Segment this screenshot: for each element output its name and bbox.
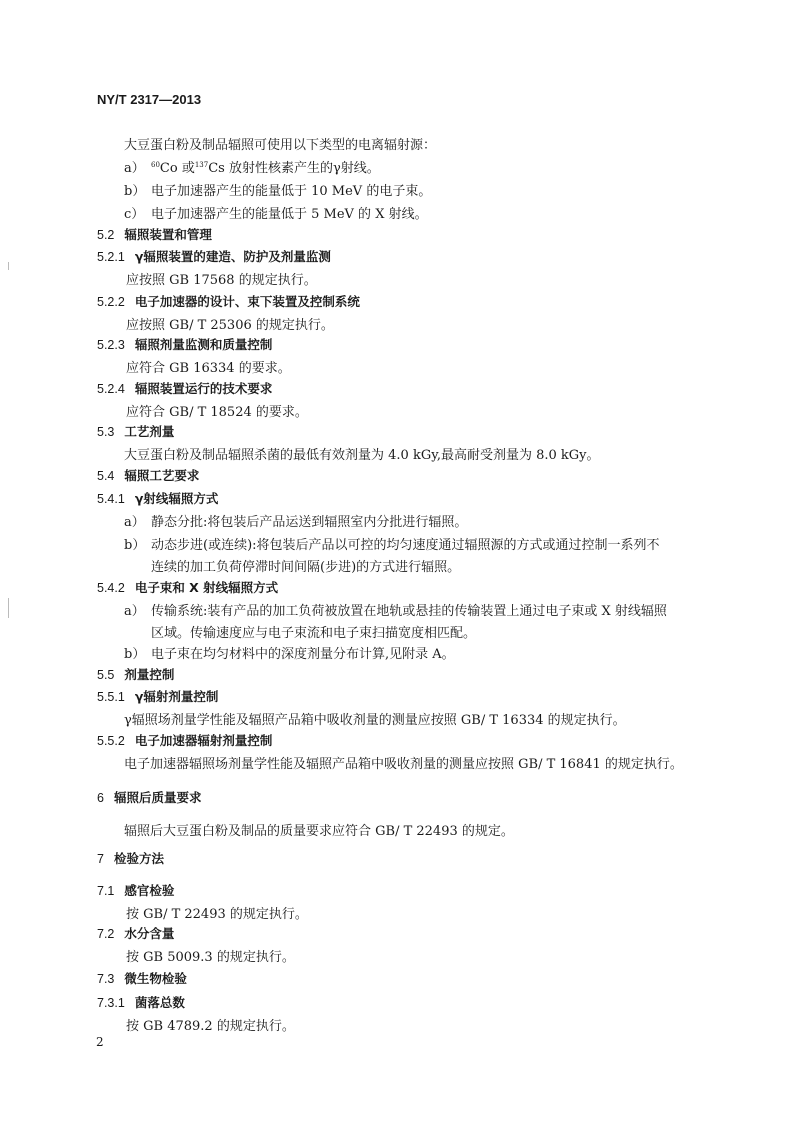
heading-5-2-1	[97, 247, 331, 265]
list-label: b）	[124, 647, 146, 662]
section-title: 工艺剂量	[124, 424, 175, 439]
section-title: 微生物检验	[124, 971, 187, 986]
section-number: 5.4.1	[97, 492, 125, 506]
section-title: 电子束和 X 射线辐照方式	[134, 580, 279, 595]
body-7-1: 按 GB/ T 22493 的规定执行。	[126, 907, 308, 922]
section-number: 7	[97, 852, 104, 866]
section-number: 5.4.2	[97, 581, 125, 595]
list-text: Co 或	[159, 161, 195, 176]
section-title: γ辐射剂量控制	[134, 689, 219, 704]
section-number: 5.2.2	[97, 295, 125, 309]
section-number: 5.2.1	[97, 250, 125, 264]
list-text: 电子束在均匀材料中的深度剂量分布计算,见附录 A。	[151, 647, 455, 662]
body-5-2-3: 应符合 GB 16334 的要求。	[126, 361, 291, 376]
scan-edge-mark	[8, 598, 9, 618]
intro-paragraph: 大豆蛋白粉及制品辐照可使用以下类型的电离辐射源：	[124, 138, 437, 153]
body-5-5-2: 电子加速器辐照场剂量学性能及辐照产品箱中吸收剂量的测量应按照 GB/ T 16841 的规定执行。	[124, 757, 683, 772]
section-number: 6	[97, 791, 104, 805]
section-title: 水分含量	[124, 926, 175, 941]
body-6: 辐照后大豆蛋白粉及制品的质量要求应符合 GB/ T 22493 的规定。	[124, 824, 514, 839]
isotope-mass: 60	[151, 161, 160, 169]
list-item-5-4-1-a	[124, 511, 467, 530]
body-5-2-4: 应符合 GB/ T 18524 的要求。	[126, 405, 308, 420]
heading-5-5-2	[97, 731, 272, 749]
heading-7-2	[97, 924, 174, 942]
body-7-3-1: 按 GB 4789.2 的规定执行。	[126, 1019, 295, 1034]
section-number: 5.5.1	[97, 690, 125, 704]
section-number: 5.4	[97, 469, 115, 483]
section-number: 5.5	[97, 668, 115, 682]
body-5-3: 大豆蛋白粉及制品辐照杀菌的最低有效剂量为 4.0 kGy,最高耐受剂量为 8.0 kGy。	[124, 448, 600, 463]
section-title: γ射线辐照方式	[134, 491, 219, 506]
section-number: 7.2	[97, 927, 115, 941]
heading-5-5	[97, 665, 174, 683]
section-number: 5.2.3	[97, 338, 125, 352]
heading-5-2	[97, 225, 212, 243]
list-item-5-4-2-b	[124, 643, 455, 662]
section-number: 5.2.4	[97, 382, 125, 396]
heading-5-5-1	[97, 687, 218, 705]
section-title: 检验方法	[113, 851, 164, 866]
list-item-a	[124, 157, 380, 176]
section-number: 7.3	[97, 972, 115, 986]
page-number: 2	[96, 1035, 104, 1049]
section-title: 辐照工艺要求	[124, 468, 200, 483]
scan-edge-mark	[8, 262, 9, 270]
section-title: 剂量控制	[124, 667, 175, 682]
section-number: 7.1	[97, 884, 115, 898]
heading-5-4-1	[97, 489, 218, 507]
list-label: b）	[124, 538, 146, 553]
heading-6	[97, 788, 201, 806]
list-label: c）	[124, 207, 145, 222]
list-text: 电子加速器产生的能量低于 5 MeV 的 X 射线。	[151, 207, 428, 222]
list-item-5-4-1-b	[124, 534, 660, 553]
list-text: 电子加速器产生的能量低于 10 MeV 的电子束。	[151, 184, 432, 199]
heading-5-2-4	[97, 379, 272, 397]
section-title: 辐照装置运行的技术要求	[134, 381, 273, 396]
heading-5-3	[97, 422, 174, 440]
body-5-2-1: 应按照 GB 17568 的规定执行。	[126, 273, 317, 288]
section-title: 菌落总数	[134, 995, 185, 1010]
section-title: 辐照后质量要求	[113, 790, 202, 805]
body-7-2: 按 GB 5009.3 的规定执行。	[126, 950, 295, 965]
list-item-5-4-2-a	[124, 600, 667, 619]
list-label: b）	[124, 184, 146, 199]
heading-7-1	[97, 881, 174, 899]
list-text: 传输系统:装有产品的加工负荷被放置在地轨或悬挂的传输装置上通过电子束或 X 射线辐照	[151, 604, 667, 619]
body-5-2-2: 应按照 GB/ T 25306 的规定执行。	[126, 318, 334, 333]
document-header: NY/T 2317—2013	[97, 92, 202, 107]
list-text: 静态分批:将包装后产品运送到辐照室内分批进行辐照。	[151, 515, 468, 530]
list-label: a）	[124, 604, 145, 619]
heading-5-2-2	[97, 292, 360, 310]
list-item-c	[124, 203, 428, 222]
section-number: 5.5.2	[97, 734, 125, 748]
section-title: γ辐照装置的建造、防护及剂量监测	[134, 249, 331, 264]
section-number: 5.3	[97, 425, 115, 439]
list-text: 动态步进(或连续):将包装后产品以可控的均匀速度通过辐照源的方式或通过控制一系列不	[151, 538, 660, 553]
isotope-mass: 137	[194, 161, 209, 169]
heading-7-3-1	[97, 993, 185, 1011]
heading-7	[97, 849, 164, 867]
section-title: 辐照剂量监测和质量控制	[134, 337, 273, 352]
heading-5-4-2	[97, 578, 278, 596]
section-title: 感官检验	[124, 883, 175, 898]
list-text: Cs 放射性核素产生的γ射线。	[208, 161, 380, 176]
section-title: 电子加速器辐射剂量控制	[134, 733, 273, 748]
list-item-5-4-1-b-cont: 连续的加工负荷停滞时间间隔(步进)的方式进行辐照。	[151, 560, 461, 575]
section-number: 5.2	[97, 228, 115, 242]
list-item-b	[124, 180, 431, 199]
heading-7-3	[97, 969, 187, 987]
heading-5-2-3	[97, 335, 272, 353]
section-number: 7.3.1	[97, 996, 125, 1010]
list-label: a）	[124, 515, 145, 530]
section-title: 电子加速器的设计、束下装置及控制系统	[134, 294, 360, 309]
list-item-5-4-2-a-cont: 区域。传输速度应与电子束流和电子束扫描宽度相匹配。	[151, 626, 477, 641]
list-label: a）	[124, 161, 145, 176]
section-title: 辐照装置和管理	[124, 227, 212, 242]
body-5-5-1: γ辐照场剂量学性能及辐照产品箱中吸收剂量的测量应按照 GB/ T 16334 的规定执行。	[124, 713, 626, 728]
heading-5-4	[97, 466, 199, 484]
